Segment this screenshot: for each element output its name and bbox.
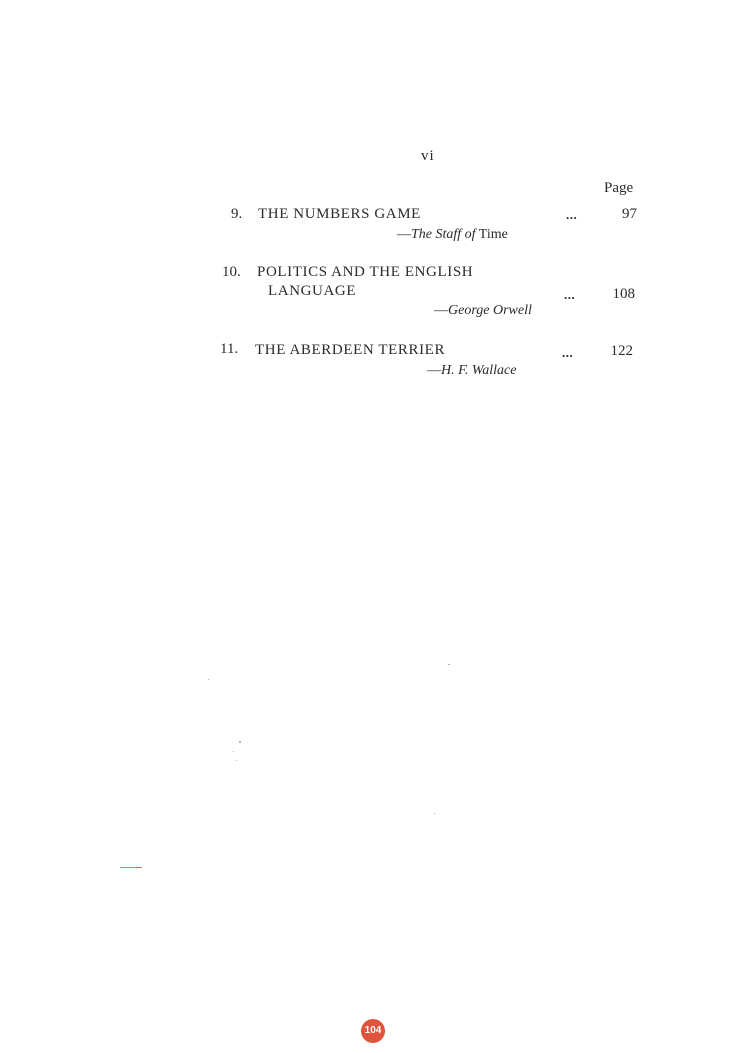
scan-speck <box>434 813 435 814</box>
entry-author: —George Orwell <box>434 303 532 318</box>
entry-number: 11. <box>220 341 239 357</box>
red-mark <box>120 867 142 868</box>
scan-speck <box>239 741 241 743</box>
entry-number: 10. <box>222 264 241 280</box>
entry-title: THE NUMBERS GAME <box>258 206 421 222</box>
scan-speck <box>233 751 234 752</box>
entry-page-number: 108 <box>612 286 635 302</box>
dot-leader: ... <box>564 287 576 302</box>
entry-author: —The Staff of Time <box>397 227 508 242</box>
entry-title: POLITICS AND THE ENGLISH <box>257 264 474 280</box>
scan-speck <box>448 664 450 665</box>
entry-page-number: 97 <box>622 206 637 222</box>
entry-number: 9. <box>231 206 243 222</box>
scan-speck <box>236 760 237 761</box>
entry-title: THE ABERDEEN TERRIER <box>255 342 446 358</box>
scan-speck <box>208 679 209 680</box>
dot-leader: ... <box>562 345 574 360</box>
entry-page-number: 122 <box>610 343 633 359</box>
page-number-badge: 104 <box>361 1019 385 1043</box>
roman-page-number: vi <box>421 148 435 164</box>
dot-leader: ... <box>566 207 578 222</box>
page-column-header: Page <box>604 180 634 196</box>
entry-title-continued: LANGUAGE <box>268 283 357 299</box>
entry-author: —H. F. Wallace <box>427 363 517 378</box>
